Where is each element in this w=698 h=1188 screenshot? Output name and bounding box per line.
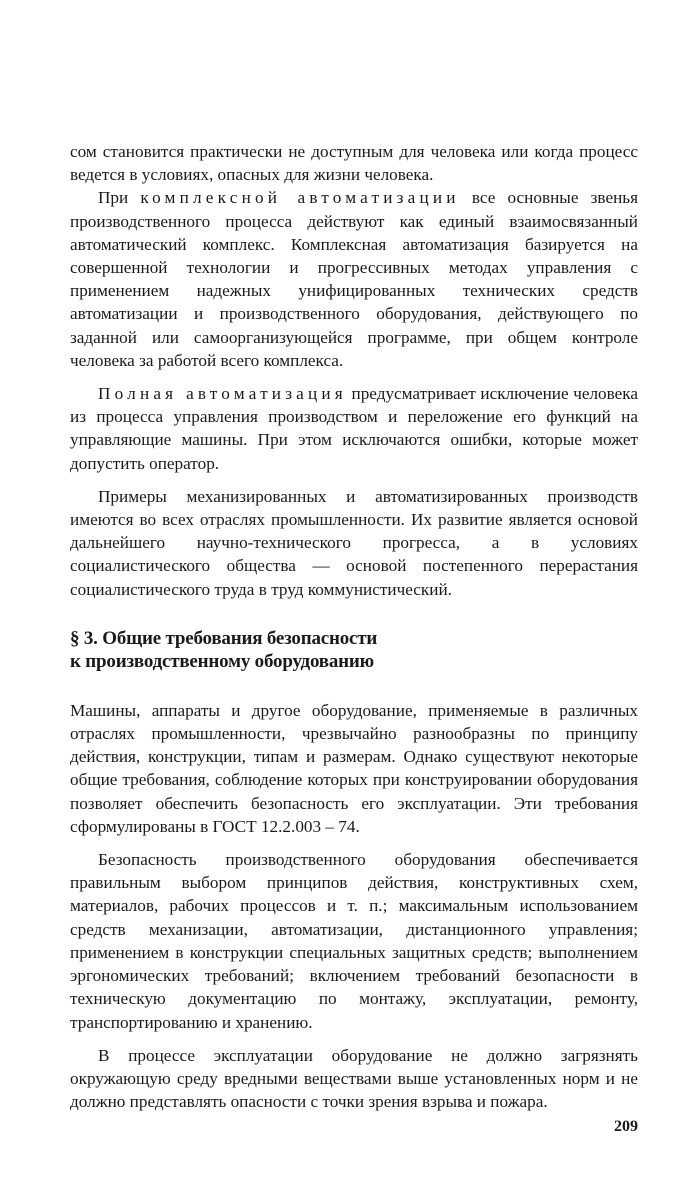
paragraph-continuation: сом становится практически не доступным для человека или когда процесс ведется в условиях, опасных для жизни человека. bbox=[70, 142, 638, 185]
paragraph-full-automation bbox=[70, 382, 638, 475]
paragraph-operation: В процессе эксплуатации оборудование не должно загрязнять окружающую среду вредными веществами выше установленных норм и не должно представлять опасности с точки зрения взрыва и пожара. bbox=[70, 1045, 638, 1112]
paragraph-complex-automation bbox=[70, 186, 638, 372]
paragraph-text: все основные звенья производственного процесса действуют как единый взаимосвязанный автоматический комплекс. Комплексная автоматизация базируется на совершенной технологии и прогрессивных методах управления с применением надежных унифицированных технических средств автоматизации и производственного оборудования, действующего по заданной или самоорганизующейся программе, при общем контроле человека за работой всего комплекса. bbox=[70, 188, 639, 370]
paragraph-lead: При bbox=[98, 188, 129, 208]
term-complex-automation: комплексной автоматизации bbox=[140, 188, 460, 208]
paragraph-text: предусматривает исключение человека из процесса управления производством и переложение его функций на управляющие машины. При этом исключаются ошибки, которые может допустить оператор. bbox=[70, 384, 639, 473]
term-full-automation: Полная автоматизация bbox=[98, 384, 347, 404]
section-heading-line-1: § 3. Общие требования безопасности bbox=[70, 627, 378, 649]
paragraph-examples: Примеры механизированных и автоматизированных производств имеются во всех отраслях промышленности. Их развитие является основой дальнейшего научно-технического прогресса, а в условиях социалистического общества — основой постепенного перерастания социалистического труда в труд коммунистический. bbox=[70, 486, 638, 599]
paragraph-machines: Машины, аппараты и другое оборудование, применяемые в различных отраслях промышленности, чрезвычайно разнообразны по принципу действия, конструкции, типам и размерам. Однако существуют некоторые общие требования, соблюдение которых при конструировании оборудования позволяет обеспечить безопасность его эксплуатации. Эти требования сформулированы в ГОСТ 12.2.003 – 74. bbox=[70, 700, 638, 836]
section-heading bbox=[70, 627, 638, 673]
page-number: 209 bbox=[614, 1118, 638, 1135]
section-heading-line-2: к производственному оборудованию bbox=[70, 650, 374, 672]
page-body bbox=[70, 140, 638, 1113]
paragraph-safety: Безопасность производственного оборудования обеспечивается правильным выбором принципов действия, конструктивных схем, материалов, рабочих процессов и т. п.; максимальным использованием средств механизации, автоматизации, дистанционного управления; применением в конструкции специальных защитных средств; выполнением эргономических требований; включением требований безопасности в техническую документацию по монтажу, эксплуатации, ремонту, транспортированию и хранению. bbox=[70, 850, 638, 1032]
